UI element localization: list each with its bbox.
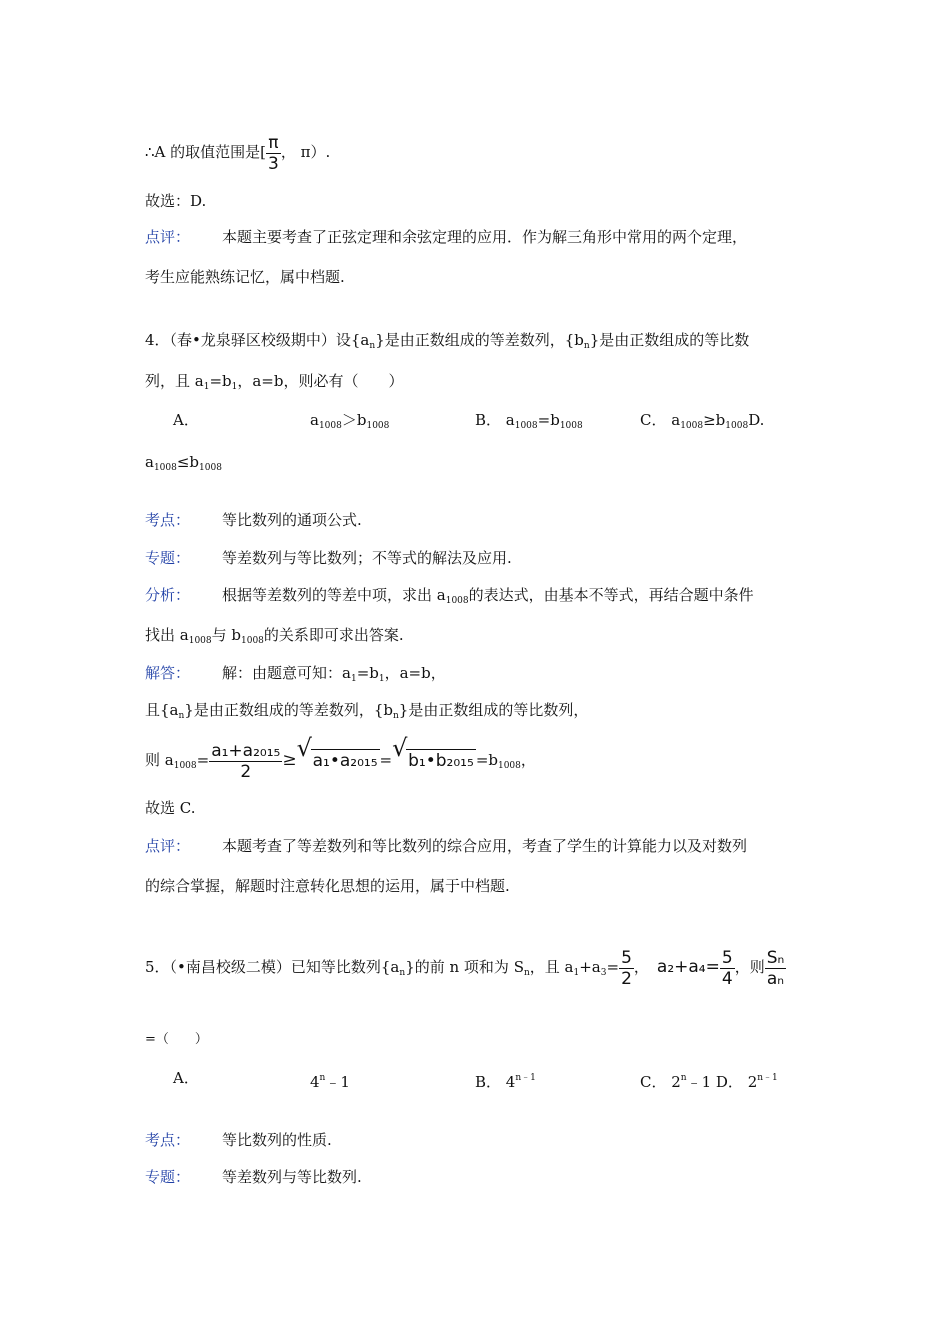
sqrt-b-product: √ b₁•b₂₀₁₅ [392, 734, 474, 771]
q4-solution-line2: 且$\{a_n\}$是由正数组成的等差数列，$\{b_n\}$是由正数组成的等比数列， [145, 701, 589, 721]
mean-fraction: $\frac{\text{a₁+a₂₀₁₅}}{2}$ [211, 740, 281, 782]
five-quarters-fraction: $\frac{5}{4}$ [721, 947, 733, 989]
q5-option-c-d: C． 2$^n$﹣1 D． $2^{n﹣1}$ [640, 1073, 778, 1091]
q4-topic: 专题： 等差数列与等比数列；不等式的解法及应用. [145, 549, 512, 567]
q4-analysis-line1: 分析： 根据等差数列的等差中项，求出 $a_{1008}$的表达式，由基本不等式，再结合题中条件 [145, 586, 754, 606]
q3-review-line1: 点评： 本题主要考查了正弦定理和余弦定理的应用．作为解三角形中常用的两个定理， [145, 228, 748, 246]
q5-option-a-label: A． [173, 1069, 199, 1087]
q4-calculation: 则 $a_{1008}=$ $\frac{\text{a₁+a₂₀₁₅}}{2}$ ≥ √ a₁•a₂₀₁₅ = √ b₁•b₂₀₁₅ $=b_{1008}$， [145, 734, 536, 782]
q5-option-b: B． $4^{n﹣1}$ [475, 1073, 536, 1091]
q4-analysis-line2: 找出 $a_{1008}$与 $b_{1008}$的关系即可求出答案. [145, 626, 404, 646]
q5-point: 考点： 等比数列的性质. [145, 1131, 332, 1149]
pi-over-3-fraction: $\frac{\pi}{3}$ [268, 133, 279, 174]
q4-solution-line1: 解答： 解：由题意可知：$a_1=b_1$，a=b， [145, 664, 446, 684]
q4-option-d: $a_{1008}\le b_{1008}$ [145, 453, 222, 473]
q4-answer: 故选 C. [145, 799, 196, 817]
q4-option-b: B． $a_{1008}=b_{1008}$ [475, 411, 583, 431]
sn-over-an-fraction: $\frac{\text{Sₙ}}{\text{aₙ}}$ [766, 947, 785, 989]
five-halves-fraction: $\frac{5}{2}$ [621, 947, 632, 989]
sqrt-a-product: √ a₁•a₂₀₁₅ [296, 734, 378, 771]
q3-conclusion: ∴A 的取值范围是[ $\frac{\pi}{3}$ ， π）. [145, 133, 331, 174]
q4-stem-line1: 4．（春•龙泉驿区校级期中）设$\{a_n\}$是由正数组成的等差数列，$\{b_n\}$是由正数组成的等比数 [145, 331, 750, 351]
q4-review-line2: 的综合掌握，解题时注意转化思想的运用，属于中档题. [145, 877, 510, 895]
q4-stem-line2: 列，且 $a_1=b_1$，a=b，则必有（ ） [145, 372, 404, 392]
q4-option-a: $a_{1008}>b_{1008}$ [310, 411, 390, 431]
q4-review-line1: 点评： 本题考查了等差数列和等比数列的综合应用，考查了学生的计算能力以及对数列 [145, 837, 748, 855]
q3-review-line2: 考生应能熟练记忆，属中档题. [145, 268, 345, 286]
review-label: 点评： [145, 228, 191, 246]
q4-option-a-label: A． [173, 411, 199, 429]
q4-point: 考点： 等比数列的通项公式. [145, 511, 362, 529]
q3-answer: 故选：D. [145, 192, 207, 210]
q5-stem-line1: 5．（•南昌校级二模）已知等比数列$\{a_n\}$的前 n 项和为 $S_n$，且 $a_1+a_3=$ $\frac{5}{2}$ ， a₂+a₄= $\frac{5}{4}$ ，则 $\frac{\text{Sₙ}}{\text{aₙ}}$ [145, 947, 785, 989]
q5-stem-line2: =（ ） [145, 1032, 208, 1047]
q5-option-a: 4$^n$﹣1 [310, 1073, 350, 1091]
q5-topic: 专题： 等差数列与等比数列. [145, 1168, 362, 1186]
q4-option-c: C． $a_{1008}\ge b_{1008}D$. [640, 411, 765, 431]
